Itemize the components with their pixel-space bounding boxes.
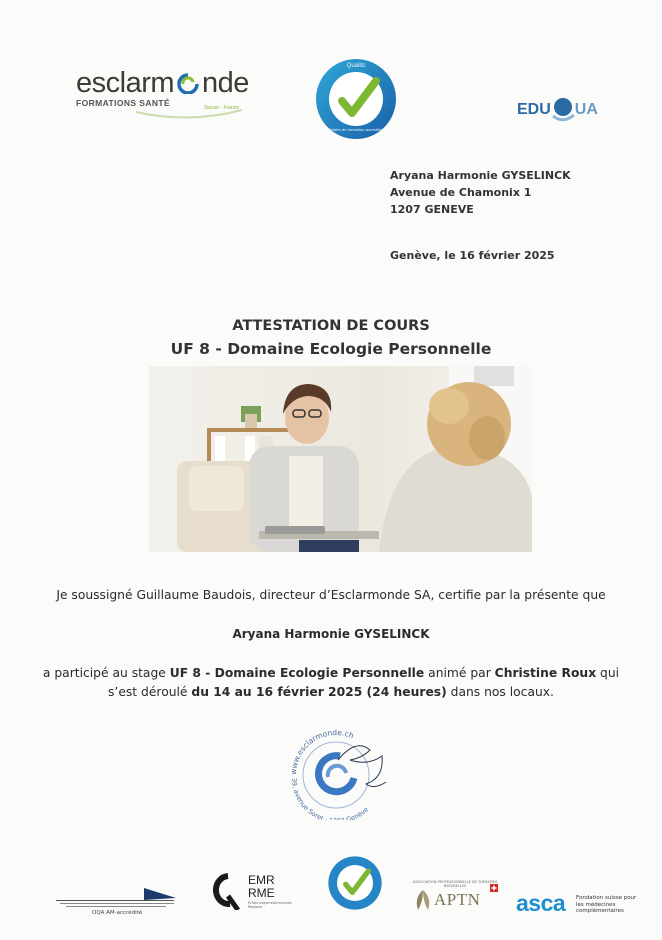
recipient-street: Avenue de Chamonix 1 xyxy=(390,186,532,199)
oqa-caption: OQA AM-accrédité xyxy=(92,910,143,916)
recipient-name: Aryana Harmonie GYSELINCK xyxy=(390,169,571,182)
esclarmonde-tagline: FORMATIONS SANTÉ xyxy=(76,98,171,108)
signature-stroke xyxy=(338,746,386,787)
emr-label: EMR xyxy=(248,873,275,887)
swiss-flag-icon xyxy=(490,884,498,892)
emr-rme-logo xyxy=(210,872,292,912)
p1-end: qui xyxy=(596,666,620,680)
eduqua-left: EDU xyxy=(517,101,551,118)
course-paragraph-line1 xyxy=(0,666,662,680)
company-stamp xyxy=(278,720,398,820)
qualitc-seal-logo xyxy=(314,57,398,141)
p1-pre: a participé au stage xyxy=(42,666,170,680)
aptn-logo xyxy=(412,880,498,916)
wordmark-pre: esclarm xyxy=(76,67,175,99)
asca-caption: Fondation suisse pour les médecines complémentaires xyxy=(576,895,637,914)
document-title: ATTESTATION DE COURS xyxy=(232,318,430,334)
consultation-photo-illustration xyxy=(149,366,532,552)
esclarmonde-logo xyxy=(76,68,251,118)
seal-bottom-text: Fédéré de formation accréditée xyxy=(328,127,384,132)
aptn-name: APTN xyxy=(434,890,481,909)
p1-course: UF 8 - Domaine Ecologie Personnelle xyxy=(169,666,425,680)
swirl-o-icon xyxy=(174,72,202,94)
eduqua-q-icon xyxy=(551,96,575,122)
eduqua-right: UA xyxy=(574,101,598,118)
emr-caption: Erfahrungsmedizinisches Register xyxy=(248,901,292,909)
stamp-seal-icon xyxy=(278,720,398,820)
svg-text:39, avenue Soret · 1203 Genève xyxy=(290,778,370,820)
p1-mid: animé par xyxy=(424,666,495,680)
recipient-city: 1207 GENEVE xyxy=(390,203,474,216)
esclarmonde-wordmark xyxy=(76,68,251,98)
oqa-accreditation-logo xyxy=(56,886,184,920)
wordmark-post: nde xyxy=(202,67,249,99)
p2-pre: s’est déroulé xyxy=(108,685,192,699)
document-date: Genève, le 16 février 2025 xyxy=(390,249,555,262)
course-paragraph-line2 xyxy=(0,685,662,699)
esclarmonde-region: Suisse - France xyxy=(204,105,240,111)
aptn-leaf-icon xyxy=(412,888,434,912)
emr-q-icon xyxy=(210,872,240,910)
p2-end: dans nos locaux. xyxy=(446,685,554,699)
stamp-ring-bottom: 39, avenue Soret · Genève xyxy=(289,777,371,820)
rme-label: RME xyxy=(248,886,275,900)
certification-statement: Je soussigné Guillaume Baudois, directeur d’Esclarmonde SA, certifie par la présente que xyxy=(56,588,606,602)
asca-name: asca xyxy=(516,890,566,916)
asca-logo xyxy=(516,890,636,920)
participant-name: Aryana Harmonie GYSELINCK xyxy=(232,627,430,641)
swoosh-underline-icon xyxy=(134,108,244,122)
seal-top-text: Qualitc xyxy=(346,63,366,69)
stamp-ring-top: www.esclarmonde.ch xyxy=(288,727,356,776)
p2-dates: du 14 au 16 février 2025 (24 heures) xyxy=(191,685,447,699)
course-photo xyxy=(149,366,532,552)
aptn-caption: ASSOCIATION PROFESSIONNELLE DE THÉRAPIES NATURELLES xyxy=(412,880,498,888)
check-seal-small-icon xyxy=(327,855,383,911)
p1-trainer: Christine Roux xyxy=(494,666,597,680)
eduqua-logo xyxy=(517,96,607,124)
oqa-swoosh-icon xyxy=(56,886,184,908)
course-title: UF 8 - Domaine Ecologie Personnelle xyxy=(170,340,492,358)
qualitc-footer-seal xyxy=(327,855,383,911)
